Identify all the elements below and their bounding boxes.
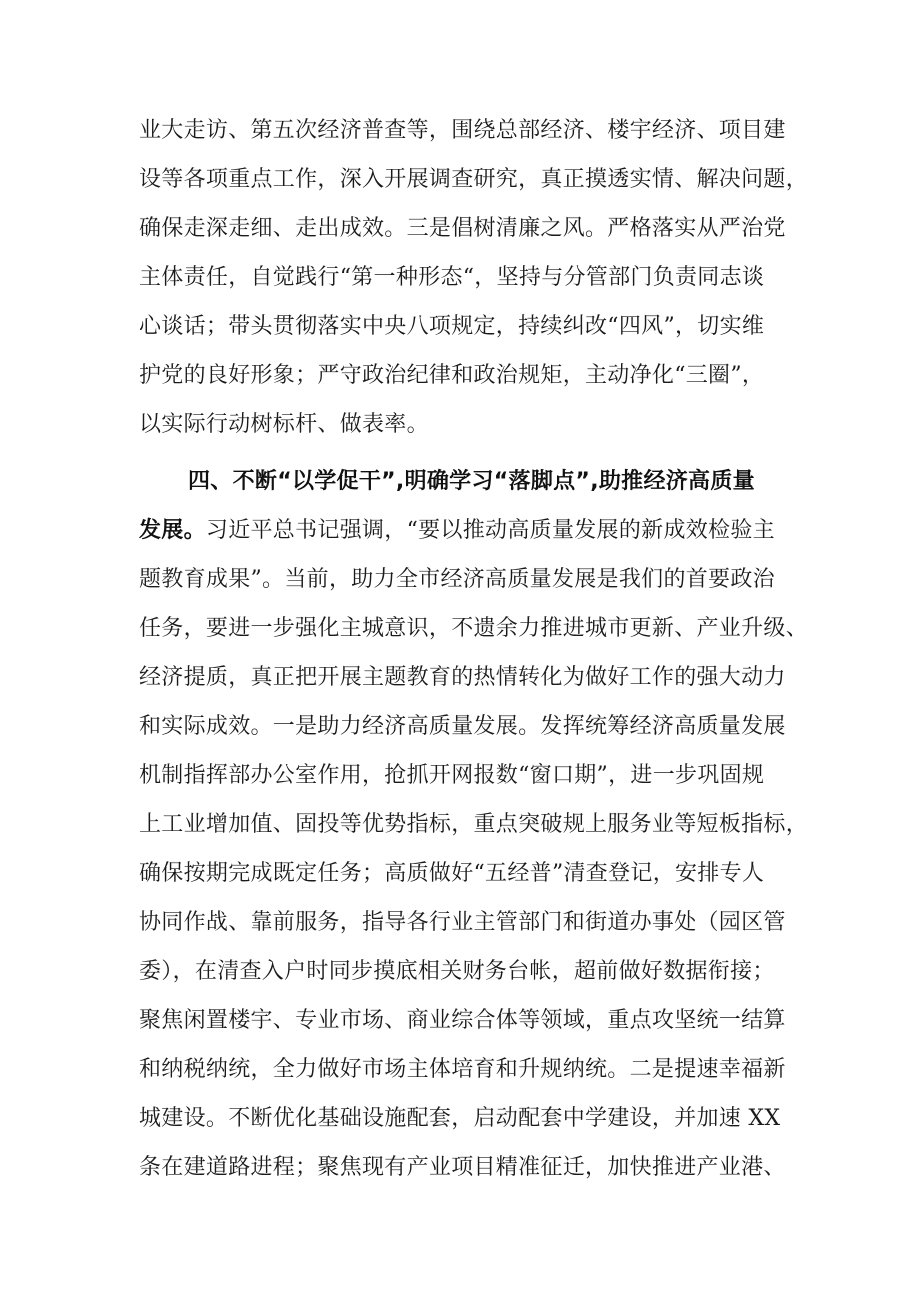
paragraph-line [139, 516, 775, 546]
paragraph-line: 协同作战、靠前服务，指导各行业主管部门和街道办事处（园区管 [139, 910, 786, 935]
paragraph-line: 护党的良好形象；严守政治纪律和政治规矩，主动净化“三圈”， [139, 363, 765, 388]
paragraph-line: 设等各项重点工作，深入开展调查研究，真正摸透实情、解决问题， [139, 167, 809, 192]
paragraph-line: 心谈话；带头贯彻落实中央八项规定，持续纠改“四风”，切实维 [139, 314, 765, 339]
paragraph-line: 以实际行动树标杆、做表率。 [139, 412, 429, 437]
paragraph-line: 任务，要进一步强化主城意识，不遗余力推进城市更新、产业升级、 [139, 616, 809, 641]
paragraph-line: 业大走访、第五次经济普查等，围绕总部经济、楼宇经济、项目建 [139, 118, 786, 143]
paragraph-line: 委），在清查入户时同步摸底相关财务台帐，超前做好数据衔接； [139, 959, 775, 984]
paragraph-line: 主体责任，自觉践行“第一种形态“，坚持与分管部门负责同志谈 [139, 265, 765, 290]
paragraph-line: 和纳税纳统，全力做好市场主体培育和升规纳统。二是提速幸福新 [139, 1057, 786, 1082]
paragraph-line: 确保按期完成既定任务；高质做好“五经普”清查登记，安排专人 [139, 861, 765, 886]
paragraph-line: 和实际成效。一是助力经济高质量发展。发挥统筹经济高质量发展 [139, 714, 786, 739]
paragraph-line: 机制指挥部办公室作用，抢抓开网报数“窗口期”，进一步巩固规 [139, 763, 765, 788]
paragraph-line: 经济提质，真正把开展主题教育的热情转化为做好工作的强大动力 [139, 665, 786, 690]
section-heading: 四、不断“以学促干”,明确学习“落脚点”,助推经济高质量 [188, 469, 755, 494]
paragraph-text: 习近平总书记强调，“要以推动高质量发展的新成效检验主 [205, 518, 775, 543]
paragraph-line: 城建设。不断优化基础设施配套，启动配套中学建设，并加速 XX [139, 1106, 781, 1131]
section-heading-end: 发展。 [139, 518, 206, 543]
paragraph-line: 确保走深走细、走出成效。三是倡树清廉之风。严格落实从严治党 [139, 216, 786, 241]
paragraph-line: 上工业增加值、固投等优势指标，重点突破规上服务业等短板指标， [139, 812, 809, 837]
paragraph-line: 题教育成果”。当前，助力全市经济高质量发展是我们的首要政治 [139, 567, 775, 592]
paragraph-line: 条在建道路进程；聚焦现有产业项目精准征迁，加快推进产业港、 [139, 1155, 786, 1180]
paragraph-line: 聚焦闲置楼宇、专业市场、商业综合体等领域，重点攻坚统一结算 [139, 1008, 786, 1033]
